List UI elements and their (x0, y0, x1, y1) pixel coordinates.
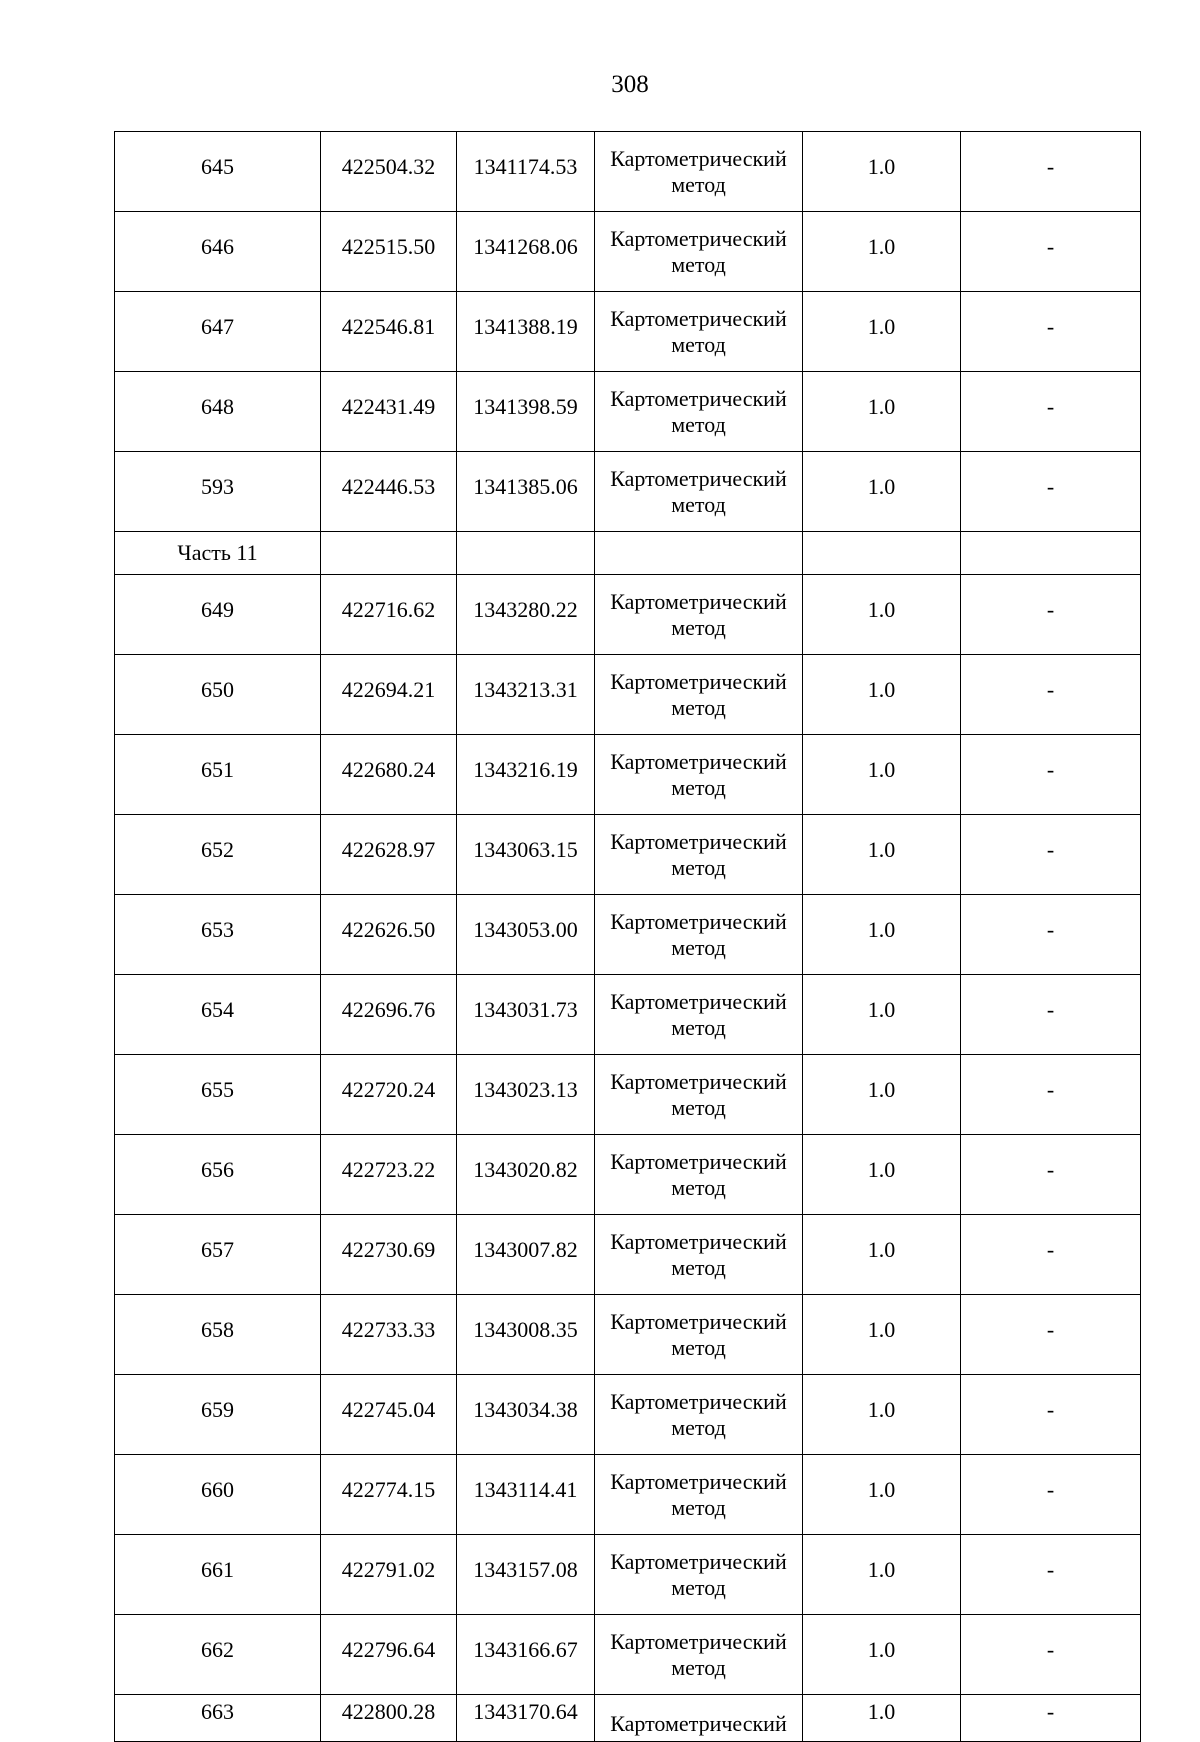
point-number: 657 (115, 1215, 321, 1295)
y-coordinate: 1343280.22 (457, 575, 595, 655)
x-coordinate: 422628.97 (321, 815, 457, 895)
point-number: 649 (115, 575, 321, 655)
accuracy: 1.0 (803, 575, 961, 655)
method-cell (595, 1615, 803, 1695)
x-coordinate: 422723.22 (321, 1135, 457, 1215)
table-row (115, 372, 1141, 452)
method-line-1: Картометрический (610, 385, 787, 411)
accuracy: 1.0 (803, 212, 961, 292)
y-coordinate: 1343213.31 (457, 655, 595, 735)
table-row (115, 1615, 1141, 1695)
method-line-1: Картометрический (610, 145, 787, 171)
x-coordinate: 422716.62 (321, 575, 457, 655)
accuracy: 1.0 (803, 372, 961, 452)
note: - (961, 1375, 1141, 1455)
y-coordinate: 1343034.38 (457, 1375, 595, 1455)
accuracy: 1.0 (803, 1615, 961, 1695)
point-number: 663 (115, 1695, 321, 1742)
method-line-1: Картометрический (610, 1068, 787, 1094)
method-line-1: Картометрический (610, 1548, 787, 1574)
x-coordinate: 422791.02 (321, 1535, 457, 1615)
point-number: 654 (115, 975, 321, 1055)
accuracy: 1.0 (803, 1455, 961, 1535)
x-coordinate: 422431.49 (321, 372, 457, 452)
point-number: 652 (115, 815, 321, 895)
table-row (115, 575, 1141, 655)
accuracy: 1.0 (803, 655, 961, 735)
note: - (961, 1455, 1141, 1535)
method-line-1: Картометрический (610, 1628, 787, 1654)
x-coordinate: 422626.50 (321, 895, 457, 975)
method-line-2: метод (671, 491, 726, 517)
note: - (961, 1695, 1141, 1742)
y-coordinate: 1341385.06 (457, 452, 595, 532)
method-line-1: Картометрический (610, 1228, 787, 1254)
table-row (115, 895, 1141, 975)
note: - (961, 655, 1141, 735)
empty-cell (321, 532, 457, 575)
note: - (961, 1295, 1141, 1375)
method-cell (595, 975, 803, 1055)
x-coordinate: 422546.81 (321, 292, 457, 372)
method-line-2: метод (671, 774, 726, 800)
method-cell (595, 212, 803, 292)
y-coordinate: 1341174.53 (457, 132, 595, 212)
point-number: 646 (115, 212, 321, 292)
method-line-2: метод (671, 934, 726, 960)
note: - (961, 452, 1141, 532)
y-coordinate: 1343216.19 (457, 735, 595, 815)
note: - (961, 212, 1141, 292)
y-coordinate: 1343114.41 (457, 1455, 595, 1535)
method-line-1: Картометрический (610, 225, 787, 251)
method-cell (595, 452, 803, 532)
method-cell (595, 1215, 803, 1295)
y-coordinate: 1343053.00 (457, 895, 595, 975)
point-number: 653 (115, 895, 321, 975)
method-line-2: метод (671, 251, 726, 277)
table-row (115, 1055, 1141, 1135)
note: - (961, 575, 1141, 655)
x-coordinate: 422446.53 (321, 452, 457, 532)
method-cell (595, 372, 803, 452)
note: - (961, 1135, 1141, 1215)
point-number: 656 (115, 1135, 321, 1215)
x-coordinate: 422745.04 (321, 1375, 457, 1455)
accuracy: 1.0 (803, 975, 961, 1055)
method-cell: Картометрический (595, 1695, 803, 1742)
table-row (115, 1455, 1141, 1535)
accuracy: 1.0 (803, 1695, 961, 1742)
method-cell (595, 292, 803, 372)
method-line-1: Картометрический (610, 465, 787, 491)
method-line-2: метод (671, 1254, 726, 1280)
table-row (115, 1135, 1141, 1215)
note: - (961, 975, 1141, 1055)
method-cell (595, 1295, 803, 1375)
point-number: 648 (115, 372, 321, 452)
accuracy: 1.0 (803, 452, 961, 532)
method-line-2: метод (671, 614, 726, 640)
point-number: 593 (115, 452, 321, 532)
method-line-1: Картометрический (610, 305, 787, 331)
method-line-2: метод (671, 1014, 726, 1040)
accuracy: 1.0 (803, 292, 961, 372)
x-coordinate: 422694.21 (321, 655, 457, 735)
method-line-2: метод (671, 1574, 726, 1600)
x-coordinate: 422696.76 (321, 975, 457, 1055)
empty-cell (803, 532, 961, 575)
x-coordinate: 422515.50 (321, 212, 457, 292)
point-number: 661 (115, 1535, 321, 1615)
accuracy: 1.0 (803, 132, 961, 212)
y-coordinate: 1343020.82 (457, 1135, 595, 1215)
table-row (115, 1215, 1141, 1295)
empty-cell (595, 532, 803, 575)
x-coordinate: 422720.24 (321, 1055, 457, 1135)
point-number: 647 (115, 292, 321, 372)
accuracy: 1.0 (803, 895, 961, 975)
method-line-2: метод (671, 1654, 726, 1680)
method-line-1: Картометрический (610, 1468, 787, 1494)
method-line-2: метод (671, 694, 726, 720)
table-row (115, 132, 1141, 212)
method-line-2: метод (671, 1414, 726, 1440)
method-line-1: Картометрический (610, 908, 787, 934)
coordinates-table (114, 131, 1141, 1742)
method-line-2: метод (671, 1174, 726, 1200)
table-row (115, 1375, 1141, 1455)
method-line-1: Картометрический (610, 748, 787, 774)
point-number: 651 (115, 735, 321, 815)
x-coordinate: 422504.32 (321, 132, 457, 212)
point-number: 662 (115, 1615, 321, 1695)
method-line-1: Картометрический (610, 1308, 787, 1334)
note: - (961, 1535, 1141, 1615)
table-row (115, 735, 1141, 815)
accuracy: 1.0 (803, 1375, 961, 1455)
y-coordinate: 1343023.13 (457, 1055, 595, 1135)
x-coordinate: 422800.28 (321, 1695, 457, 1742)
table-body (115, 132, 1141, 1742)
y-coordinate: 1343166.67 (457, 1615, 595, 1695)
part-header-row (115, 532, 1141, 575)
method-line-1: Картометрический (610, 828, 787, 854)
method-line-1: Картометрический (610, 668, 787, 694)
empty-cell (457, 532, 595, 575)
note: - (961, 1055, 1141, 1135)
page-number: 308 (611, 71, 649, 98)
method-cell (595, 1135, 803, 1215)
note: - (961, 735, 1141, 815)
table-row (115, 1295, 1141, 1375)
note: - (961, 1615, 1141, 1695)
table-row (115, 292, 1141, 372)
accuracy: 1.0 (803, 815, 961, 895)
y-coordinate: 1343170.64 (457, 1695, 595, 1742)
method-cell (595, 815, 803, 895)
method-line-2: метод (671, 1334, 726, 1360)
part-label: Часть 11 (115, 532, 321, 575)
method-line-2: метод (671, 1494, 726, 1520)
y-coordinate: 1341388.19 (457, 292, 595, 372)
point-number: 645 (115, 132, 321, 212)
accuracy: 1.0 (803, 1535, 961, 1615)
table-row (115, 815, 1141, 895)
method-line-2: метод (671, 854, 726, 880)
accuracy: 1.0 (803, 735, 961, 815)
method-line-2: метод (671, 171, 726, 197)
method-line-2: метод (671, 331, 726, 357)
x-coordinate: 422733.33 (321, 1295, 457, 1375)
accuracy: 1.0 (803, 1295, 961, 1375)
method-cell (595, 132, 803, 212)
x-coordinate: 422730.69 (321, 1215, 457, 1295)
table-row (115, 975, 1141, 1055)
y-coordinate: 1343157.08 (457, 1535, 595, 1615)
accuracy: 1.0 (803, 1215, 961, 1295)
table-row (115, 212, 1141, 292)
method-cell (595, 575, 803, 655)
y-coordinate: 1341268.06 (457, 212, 595, 292)
method-line-1: Картометрический (610, 588, 787, 614)
method-cell (595, 1375, 803, 1455)
note: - (961, 895, 1141, 975)
method-line-1: Картометрический (610, 1148, 787, 1174)
y-coordinate: 1341398.59 (457, 372, 595, 452)
y-coordinate: 1343008.35 (457, 1295, 595, 1375)
x-coordinate: 422796.64 (321, 1615, 457, 1695)
method-line-2: метод (671, 1094, 726, 1120)
point-number: 655 (115, 1055, 321, 1135)
method-cell (595, 895, 803, 975)
note: - (961, 815, 1141, 895)
table-row (115, 655, 1141, 735)
accuracy: 1.0 (803, 1055, 961, 1135)
note: - (961, 292, 1141, 372)
method-line-1: Картометрический (610, 1388, 787, 1414)
table-row (115, 452, 1141, 532)
method-line-1: Картометрический (610, 988, 787, 1014)
accuracy: 1.0 (803, 1135, 961, 1215)
table-row (115, 1695, 1141, 1742)
method-cell (595, 1455, 803, 1535)
note: - (961, 372, 1141, 452)
method-cell (595, 655, 803, 735)
note: - (961, 132, 1141, 212)
point-number: 659 (115, 1375, 321, 1455)
x-coordinate: 422680.24 (321, 735, 457, 815)
point-number: 650 (115, 655, 321, 735)
y-coordinate: 1343031.73 (457, 975, 595, 1055)
method-cell (595, 1535, 803, 1615)
point-number: 658 (115, 1295, 321, 1375)
x-coordinate: 422774.15 (321, 1455, 457, 1535)
method-cell (595, 1055, 803, 1135)
point-number: 660 (115, 1455, 321, 1535)
method-cell (595, 735, 803, 815)
table-row (115, 1535, 1141, 1615)
method-line-2: метод (671, 411, 726, 437)
empty-cell (961, 532, 1141, 575)
note: - (961, 1215, 1141, 1295)
y-coordinate: 1343063.15 (457, 815, 595, 895)
y-coordinate: 1343007.82 (457, 1215, 595, 1295)
